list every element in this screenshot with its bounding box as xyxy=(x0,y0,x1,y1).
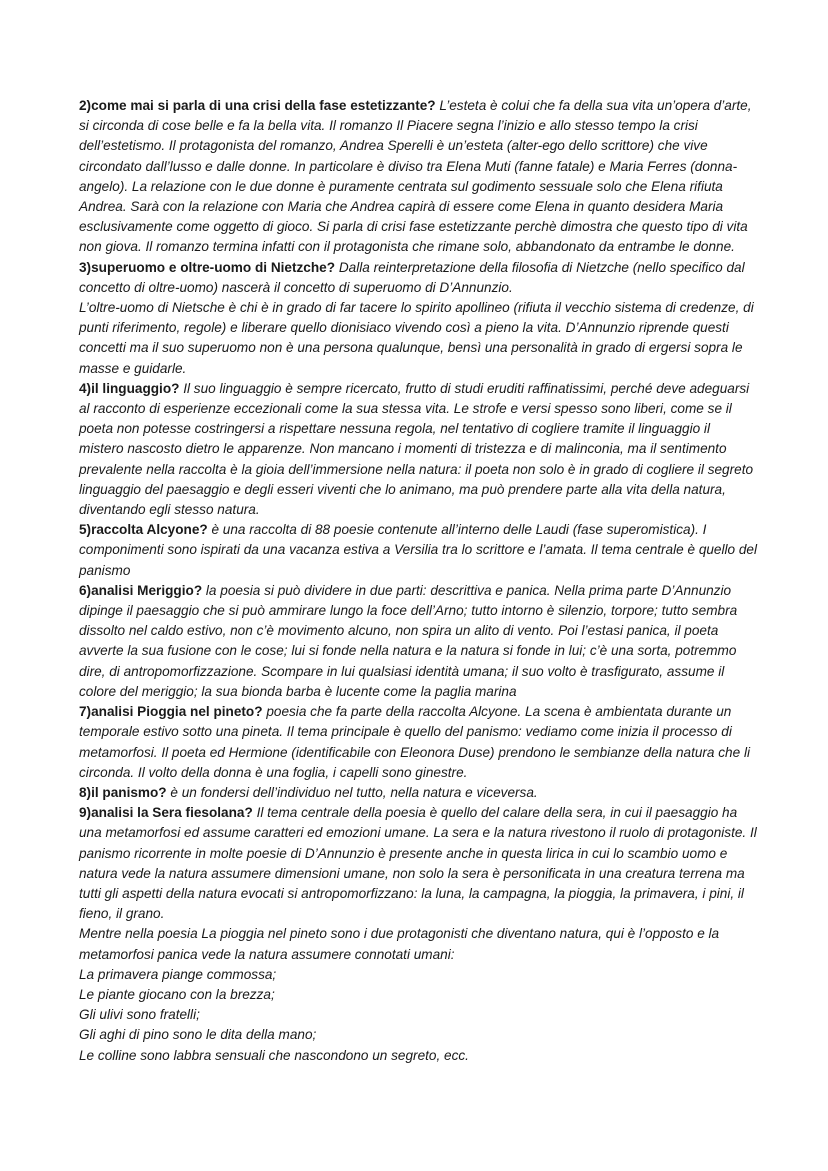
question-heading: 9)analisi la Sera fiesolana? xyxy=(79,805,253,821)
section-8 xyxy=(79,783,757,803)
verse-line: La primavera piange commossa; xyxy=(79,966,277,982)
question-heading: 6)analisi Meriggio? xyxy=(79,582,203,598)
answer-text: è una raccolta di 88 poesie contenute all’interno delle Laudi (fase superomistica). I componimenti sono ispirati da una vacanza estiva a Versilia tra lo scrittore e l’amata. Il tema centrale è quello del panismo xyxy=(79,522,758,578)
section-6 xyxy=(79,581,757,702)
answer-text: L’esteta è colui che fa della sua vita un’opera d’arte, si circonda di cose belle e fa la bella vita. Il romanzo Il Piacere segna l’inizio e allo stesso tempo la crisi dell’estetismo. Il protagonista del romanzo, Andrea Sperelli è un’esteta (alter-ego dello scrittore) che vive circondato dall’lusso e dalle donne. In particolare è diviso tra Elena Muti (fanne fatale) e Maria Ferres (donna-angelo). La relazione con le due donne è puramente centrata sul godimento sessuale solo che Elena rifiuta Andrea. Sarà con la relazione con Maria che Andrea capirà di essere come Elena in quanto desidera Maria esclusivamente come oggetto di gioco. Si parla di crisi fase estetizzante perchè dimostra che questo tipo di vita non giova. Il romanzo termina infatti con il protagonista che rimane solo, abbandonato da entrambe le donne. xyxy=(79,98,752,255)
section-3 xyxy=(79,258,757,298)
section-5 xyxy=(79,520,757,581)
verse-line: Gli aghi di pino sono le dita della mano; xyxy=(79,1027,317,1043)
document-body xyxy=(79,96,757,1066)
answer-text: la poesia si può dividere in due parti: descrittiva e panica. Nella prima parte D’Annunzio dipinge il paesaggio che si può ammirare lungo la foce dell’Arno; tutto intorno è silenzio, torpore; tutto sembra dissolto nel caldo estivo, non c’è movimento alcuno, non spira un alito di vento. Poi l’estasi panica, il poeta avverte la sua fusione con le cose; lui si fonde nella natura e la natura si fonde in lui; c’è una sorta, potremmo dire, di antropomorfizzazione. Scompare in lui qualsiasi identità umana; il suo volto è trasfigurato, assume il colore del meriggio; la sua bionda barba è lucente come la paglia marina xyxy=(79,582,738,699)
question-heading: 7)analisi Pioggia nel pineto? xyxy=(79,704,263,720)
section-9 xyxy=(79,803,757,924)
section-7 xyxy=(79,702,757,783)
verse-line: Le piante giocano con la brezza; xyxy=(79,986,275,1002)
verse-line: Le colline sono labbra sensuali che nascondono un segreto, ecc. xyxy=(79,1047,469,1063)
verse-line: Gli ulivi sono fratelli; xyxy=(79,1007,200,1023)
answer-text: Il suo linguaggio è sempre ricercato, frutto di studi eruditi raffinatissimi, perché deve adeguarsi al racconto di esperienze eccezionali come la sua stessa vita. Le strofe e versi spesso sono liberi, come se il poeta non potesse costringersi a rispettare nessuna regola, nel tentativo di cogliere tramite il linguaggio il mistero nascosto dietro le apparenze. Non mancano i momenti di tristezza e di malinconia, ma il sentimento prevalente nella raccolta è la gioia dell’immersione nella natura: il poeta non solo è in grado di cogliere il segreto linguaggio del paesaggio e degli esseri viventi che lo animano, ma può prendere parte alla vita della natura, diventando egli stesso natura. xyxy=(79,380,754,518)
answer-paragraph: L’oltre-uomo di Nietsche è chi è in grado di far tacere lo spirito apollineo (rifiuta il vecchio sistema di credenze, di punti riferimento, regole) e liberare quello dionisiaco vivendo così a pieno la vita. D’Annunzio riprende questi concetti ma il suo superuomo non è una persona qualunque, bensì una personalità in grado di ergersi sopra le masse e guidarle. xyxy=(79,300,754,376)
answer-text: poesia che fa parte della raccolta Alcyone. La scena è ambientata durante un temporale estivo sotto una pineta. Il tema principale è quello del panismo: vediamo come inizia il processo di metamorfosi. Il poeta ed Hermione (identificabile con Eleonora Duse) prendono le sembianze della natura che li circonda. Il volto della donna è una foglia, i capelli sono ginestre. xyxy=(79,704,750,780)
verse-list xyxy=(79,965,757,1066)
answer-text: Il tema centrale della poesia è quello del calare della sera, in cui il paesaggio ha una metamorfosi ed assume caratteri ed emozioni umane. La sera e la natura rivestono il ruolo di protagoniste. Il panismo ricorrente in molte poesie di D’Annunzio è presente anche in questa lirica in cui lo scambio uomo e natura vede la natura assumere dimensioni umane, non solo la sera è personificata in una creatura terrena ma tutti gli aspetti della natura evocati si antropomorfizzano: la luna, la campagna, la pioggia, la primavera, i pini, il fieno, il grano. xyxy=(79,805,757,922)
question-heading: 4)il linguaggio? xyxy=(79,380,180,396)
section-4 xyxy=(79,379,757,520)
question-heading: 8)il panismo? xyxy=(79,784,167,800)
answer-text: è un fondersi dell’individuo nel tutto, nella natura e viceversa. xyxy=(170,784,538,800)
question-heading: 2)come mai si parla di una crisi della fase estetizzante? xyxy=(79,98,436,113)
question-heading: 5)raccolta Alcyone? xyxy=(79,522,208,538)
answer-paragraph: Mentre nella poesia La pioggia nel pineto sono i due protagonisti che diventano natura, qui è l’opposto e la metamorfosi panica vede la natura assumere connotati umani: xyxy=(79,926,720,962)
answer-text: Dalla reinterpretazione della filosofia di Nietzche (nello specifico dal concetto di oltre-uomo) nascerà il concetto di superuomo di D’Annunzio. xyxy=(79,259,745,295)
question-heading: 3)superuomo e oltre-uomo di Nietzche? xyxy=(79,259,336,275)
section-2 xyxy=(79,96,757,258)
